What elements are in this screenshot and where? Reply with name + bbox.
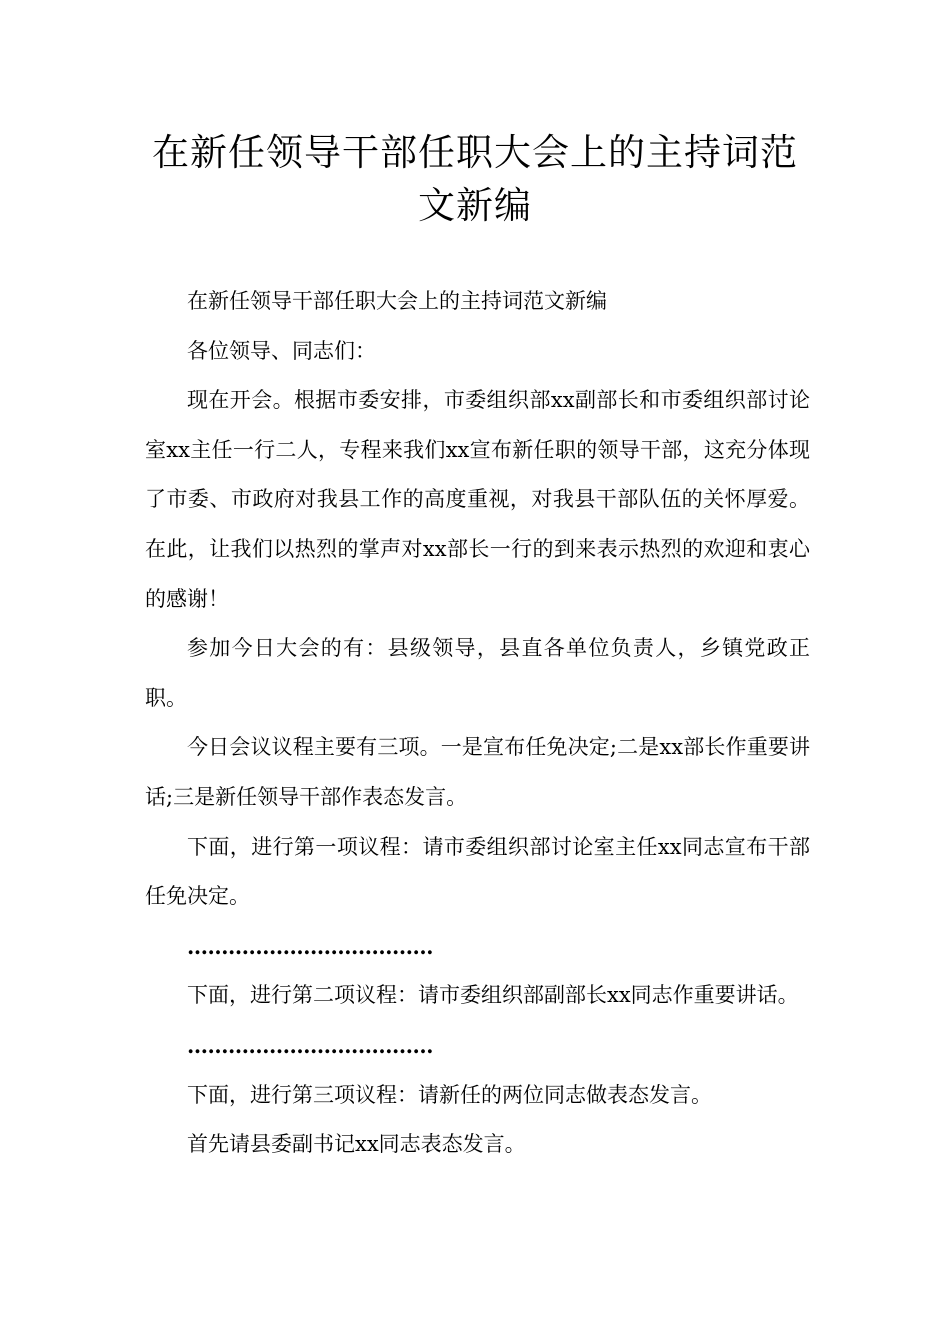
agenda-item-1-paragraph: 下面，进行第一项议程：请市委组织部讨论室主任xx同志宣布干部任免决定。 — [145, 834, 810, 909]
ellipsis-separator: ……………………………… — [187, 1032, 433, 1058]
document-title — [100, 126, 850, 232]
ellipsis-separator: ……………………………… — [187, 933, 433, 959]
attendees-paragraph: 参加今日大会的有：县级领导，县直各单位负责人，乡镇党政正职。 — [145, 636, 810, 710]
document-body — [145, 277, 810, 1170]
first-speaker-paragraph: 首先请县委副书记xx同志表态发言。 — [187, 1132, 526, 1157]
salutation-paragraph: 各位领导、同志们： — [187, 338, 376, 363]
title-line-1: 在新任领导干部任职大会上的主持词范 — [152, 131, 798, 174]
agenda-paragraph: 今日会议议程主要有三项。一是宣布任免决定;二是xx部长作重要讲话;三是新任领导干部作表态发言。 — [145, 735, 810, 809]
repeated-title-paragraph: 在新任领导干部任职大会上的主持词范文新编 — [187, 289, 607, 313]
title-line-2: 文新编 — [418, 184, 532, 227]
agenda-item-3-paragraph: 下面，进行第三项议程：请新任的两位同志做表态发言。 — [187, 1082, 712, 1107]
opening-paragraph: 现在开会。根据市委安排，市委组织部xx副部长和市委组织部讨论室xx主任一行二人，专程来我们xx宣布新任职的领导干部，这充分体现了市委、市政府对我县工作的高度重视，对我县干部队伍的关怀厚爱。在此，让我们以热烈的掌声对xx部长一行的到来表示热烈的欢迎和衷心的感谢！ — [145, 388, 810, 611]
agenda-item-2-paragraph: 下面，进行第二项议程：请市委组织部副部长xx同志作重要讲话。 — [187, 983, 799, 1008]
